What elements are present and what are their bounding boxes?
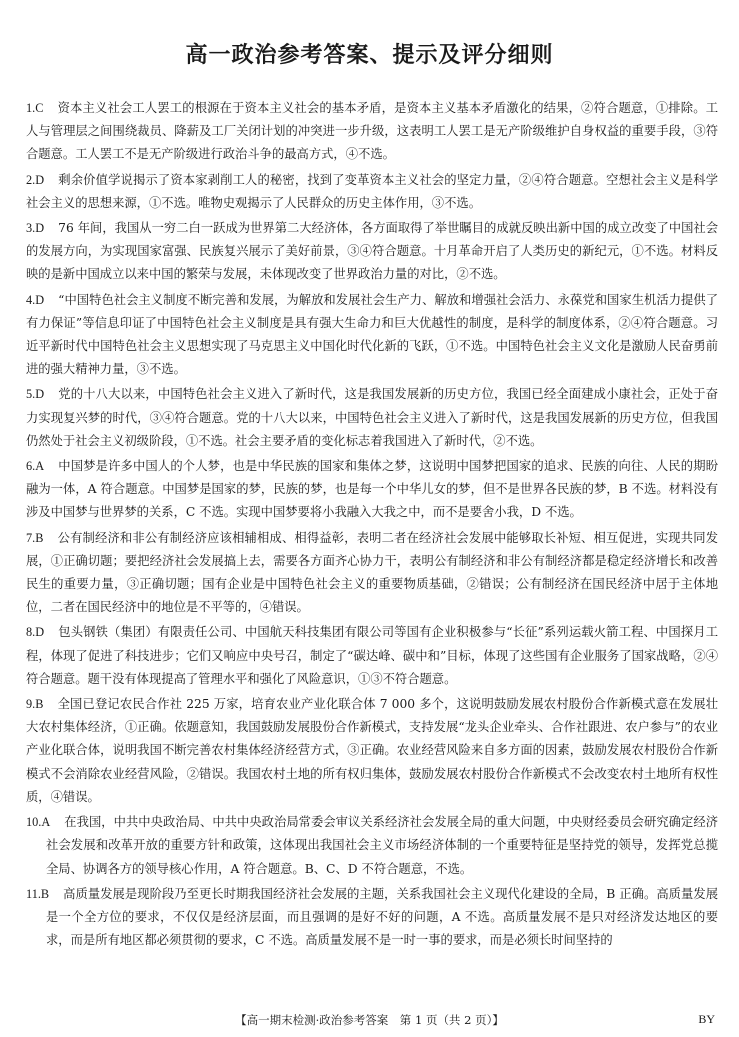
item-explanation: 公有制经济和非公有制经济应该相辅相成、相得益彰，表明二者在经济社会发展中能够取长补短、相互促进，实现共同发展，①正确切题；要把经济社会发展搞上去，需要各方面齐心协力干，表明公有制经济和非公有制经济都是稳定经济增长和改善民生的重要力量，③正确切题；国有企业是中国特色社会主义的重要物质基础，②错误；公有制经济在国民经济中居于主体地位，二者在国民经济中的地位是不平等的，④错误。 bbox=[26, 530, 718, 615]
answer-item bbox=[26, 97, 718, 167]
item-explanation: 76 年间，我国从一穷二白一跃成为世界第二大经济体，各方面取得了举世瞩目的成就反映出新中国的成立改变了中国社会的发展方向，为实现国家富强、民族复兴展示了美好前景，③④符合题意。十月革命开启了人类历史的新纪元，①不选。材料反映的是新中国成立以来中国的繁荣与发展，未体现改变了世界政治力量的对比，②不选。 bbox=[26, 221, 718, 282]
item-answer: D bbox=[35, 625, 45, 640]
item-explanation: 高质量发展是现阶段乃至更长时期我国经济社会发展的主题，关系我国社会主义现代化建设的全局，B 正确。高质量发展是一个全方位的要求，不仅仅是经济层面，而且强调的是好不好的问题，A 不选。高质量发展不是只对经济发达地区的要求，而是所有地区都必须贯彻的要求，C 不选。高质量发展不是一时一事的要求，而是必须长时间坚持的 bbox=[46, 886, 718, 948]
answer-item bbox=[26, 621, 718, 691]
answer-item bbox=[26, 289, 718, 382]
footer-code: BY bbox=[698, 1012, 715, 1026]
item-answer: D bbox=[35, 172, 45, 187]
answer-item bbox=[26, 169, 718, 215]
item-explanation: 全国已登记农民合作社 225 万家，培育农业产业化联合体 7 000 多个，这说明鼓励发展农村股份合作新模式意在发展壮大农村集体经济，①正确。依题意知，我国鼓励发展股份合作新模式，支持发展“龙头企业牵头、合作社跟进、农户参与”的农业产业化联合体，说明我国不断完善农村集体经济经营方式，③正确。农业经营风险来自多方面的因素，鼓励发展农村股份合作新模式不会消除农业经营风险，②错误。我国农村土地的所有权归集体，鼓励发展农村股份合作新模式不会改变农村土地所有权性质，④错误。 bbox=[26, 697, 718, 804]
item-number: 6. bbox=[26, 459, 36, 474]
page-title: 高一政治参考答案、提示及评分细则 bbox=[185, 43, 554, 68]
item-number: 2. bbox=[26, 172, 36, 187]
item-explanation: 资本主义社会工人罢工的根源在于资本主义社会的基本矛盾，是资本主义基本矛盾激化的结果，②符合题意，①排除。工人与管理层之间围绕裁员、降薪及工厂关闭计划的冲突进一步升级，这表明工人罢工是无产阶级维护自身权益的重要手段，③符合题意。工人罢工不是无产阶级进行政治斗争的最高方式，④不选。 bbox=[26, 101, 718, 162]
item-explanation: 党的十八大以来，中国特色社会主义进入了新时代，这是我国发展新的历史方位，我国已经全面建成小康社会，正处于奋力实现复兴梦的时代，③④符合题意。党的十八大以来，中国特色社会主义进入了新时代，这是我国发展新的历史方位，但我国仍然处于社会主义初级阶段，①不选。社会主要矛盾的变化标志着我国进入了新时代，②不选。 bbox=[26, 387, 718, 448]
page-footer bbox=[0, 1012, 739, 1030]
item-answer: B bbox=[35, 530, 44, 545]
item-explanation: 包头钢铁（集团）有限责任公司、中国航天科技集团有限公司等国有企业积极参与“长征”系列运载火箭工程、中国探月工程，体现了促进了科技进步；它们又响应中央号召，制定了“碳达峰、碳中和”目标，体现了这些国有企业服务了国家战略，②④符合题意。题干没有体现提高了管理水平和强化了风险意识，①③不符合题意。 bbox=[26, 625, 718, 686]
answer-item bbox=[26, 527, 718, 620]
item-number: 7. bbox=[26, 530, 36, 545]
answer-item bbox=[26, 693, 718, 809]
item-number: 10. bbox=[26, 815, 42, 830]
item-number: 4. bbox=[26, 292, 36, 307]
item-explanation: “中国特色社会主义制度不断完善和发展，为解放和发展社会生产力、解放和增强社会活力、永葆党和国家生机活力提供了有力保证”等信息印证了中国特色社会主义制度是具有强大生命力和巨大优越性的制度，是科学的制度体系，②④符合题意。习近平新时代中国特色社会主义思想实现了马克思主义中国化时代化新的飞跃，①不选。中国特色社会主义文化是激励人民奋勇前进的强大精神力量，③不选。 bbox=[26, 292, 718, 377]
answer-list bbox=[26, 97, 718, 954]
footer-page-info: 【高一期末检测·政治参考答案 第 1 页（共 2 页）】 bbox=[235, 1013, 504, 1027]
item-number: 9. bbox=[26, 697, 36, 712]
item-answer: C bbox=[35, 101, 44, 115]
answer-item bbox=[26, 383, 718, 453]
item-answer: D bbox=[35, 387, 45, 402]
item-answer: A bbox=[35, 459, 45, 474]
answer-item bbox=[26, 883, 718, 953]
answer-item bbox=[26, 217, 718, 287]
item-answer: B bbox=[40, 886, 50, 901]
answer-item bbox=[26, 811, 718, 881]
item-number: 3. bbox=[26, 221, 36, 236]
item-explanation: 剩余价值学说揭示了资本家剥削工人的秘密，找到了变革资本主义社会的坚定力量，②④符合题意。空想社会主义是科学社会主义的思想来源，①不选。唯物史观揭示了人民群众的历史主体作用，③不选。 bbox=[26, 172, 718, 210]
item-number: 1. bbox=[26, 101, 36, 115]
item-answer: A bbox=[41, 815, 51, 830]
item-number: 11. bbox=[26, 886, 41, 901]
item-number: 5. bbox=[26, 387, 36, 402]
item-number: 8. bbox=[26, 625, 36, 640]
item-answer: D bbox=[35, 292, 45, 307]
item-explanation: 在我国，中共中央政治局、中共中央政治局常委会审议关系经济社会发展全局的重大问题，中央财经委员会研究确定经济社会发展和改革开放的重要方针和政策，这体现出我国社会主义市场经济体制的一个重要特征是坚持党的领导，发挥党总揽全局、协调各方的领导核心作用，A 符合题意。B、C、D 不符合题意，不选。 bbox=[46, 815, 718, 876]
item-explanation: 中国梦是许多中国人的个人梦，也是中华民族的国家和集体之梦，这说明中国梦把国家的追求、民族的向往、人民的期盼融为一体，A 符合题意。中国梦是国家的梦，民族的梦，也是每一个中华儿女的梦，但不是世界各民族的梦，B 不选。材料没有涉及中国梦与世界梦的关系，C 不选。实现中国梦要将小我融入大我之中，而不是要舍小我，D 不选。 bbox=[26, 459, 718, 520]
answer-item bbox=[26, 455, 718, 525]
item-answer: D bbox=[35, 221, 45, 236]
item-answer: B bbox=[35, 697, 44, 712]
